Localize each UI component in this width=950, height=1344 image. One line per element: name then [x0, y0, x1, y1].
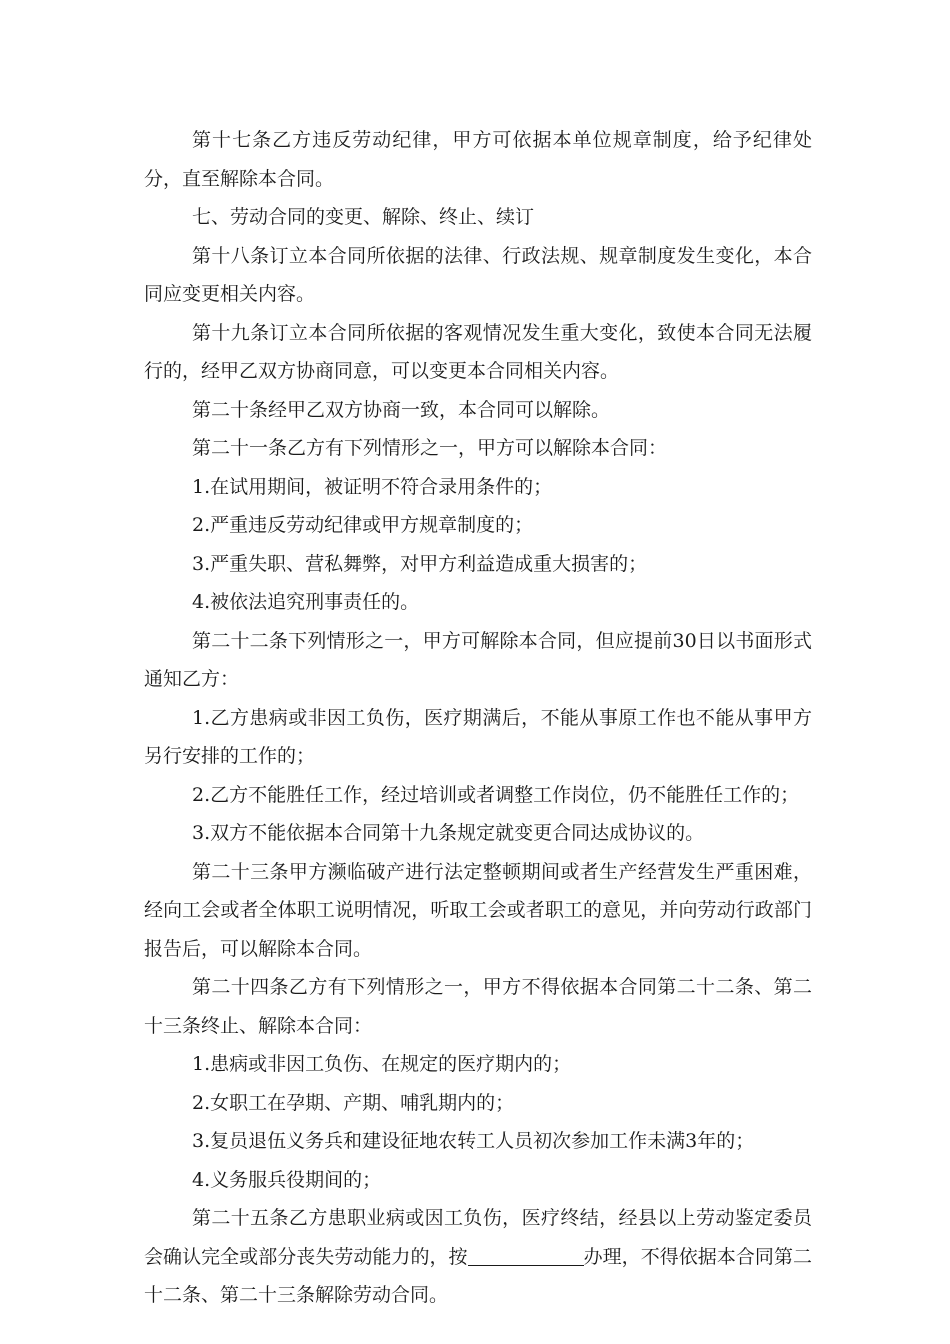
list-item: 4.义务服兵役期间的； [192, 1168, 382, 1191]
paragraph: 第二十四条乙方有下列情形之一，甲方不得依据本合同第二十二条、第二十三条终止、解除本合同： [144, 976, 812, 1037]
list-item: 2.女职工在孕期、产期、哺乳期内的； [192, 1091, 515, 1114]
document-body [144, 121, 812, 1315]
paragraph: 第二十条经甲乙双方协商一致，本合同可以解除。 [192, 398, 611, 421]
list-item: 1.患病或非因工负伤、在规定的医疗期内的； [192, 1053, 572, 1075]
list-item: 1.在试用期间，被证明不符合录用条件的； [192, 475, 553, 498]
paragraph: 第二十二条下列情形之一，甲方可解除本合同，但应提前30日以书面形式通知乙方： [144, 629, 812, 690]
paragraph-text-after: 办理，不得依据本合同第二十二条、第二十三条解除劳动合同。 [144, 1245, 812, 1306]
list-item: 2.严重违反劳动纪律或甲方规章制度的； [192, 514, 534, 536]
list-item: 3.复员退伍义务兵和建设征地农转工人员初次参加工作未满3年的； [192, 1130, 755, 1152]
paragraph: 第二十三条甲方濒临破产进行法定整顿期间或者生产经营发生严重困难，经向工会或者全体职工说明情况，听取工会或者职工的意见，并向劳动行政部门报告后，可以解除本合同。 [144, 860, 812, 960]
list-item: 2.乙方不能胜任工作，经过培训或者调整工作岗位，仍不能胜任工作的； [192, 783, 800, 806]
paragraph: 第二十一条乙方有下列情形之一，甲方可以解除本合同： [192, 437, 668, 459]
section-heading: 七、劳动合同的变更、解除、终止、续订 [192, 206, 535, 228]
list-item: 1.乙方患病或非因工负伤，医疗期满后，不能从事原工作也不能从事甲方另行安排的工作的； [144, 706, 812, 767]
paragraph: 第十八条订立本合同所依据的法律、行政法规、规章制度发生变化，本合同应变更相关内容。 [144, 244, 812, 305]
fill-in-blank [468, 1245, 584, 1266]
list-item: 3.严重失职、营私舞弊，对甲方利益造成重大损害的； [192, 552, 648, 575]
paragraph: 第十七条乙方违反劳动纪律，甲方可依据本单位规章制度，给予纪律处分，直至解除本合同。 [144, 129, 812, 190]
paragraph-text-before: 第二十五条乙方患职业病或因工负伤，医疗终结，经县以上劳动鉴定委员会确认完全或部分丧失劳动能力的，按 [144, 1207, 812, 1268]
list-item: 3.双方不能依据本合同第十九条规定就变更合同达成协议的。 [192, 822, 705, 844]
paragraph: 第十九条订立本合同所依据的客观情况发生重大变化，致使本合同无法履行的，经甲乙双方协商同意，可以变更本合同相关内容。 [144, 321, 812, 382]
paragraph-with-blank [144, 1199, 812, 1315]
list-item: 4.被依法追究刑事责任的。 [192, 591, 420, 613]
